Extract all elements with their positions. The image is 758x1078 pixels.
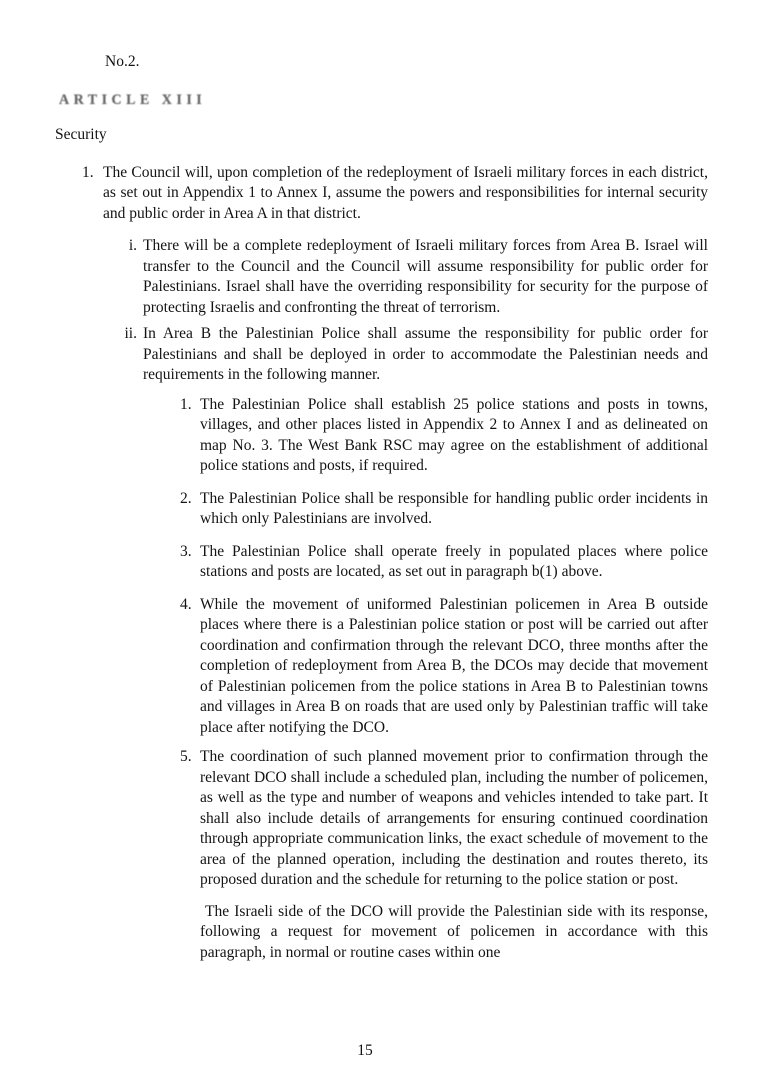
list-marker: 5.: [180, 748, 192, 765]
sub-list-item-2: [180, 489, 708, 530]
list-item-i: [122, 236, 708, 318]
doc-number: No.2.: [105, 53, 140, 70]
article-heading: ARTICLE XIII: [59, 91, 207, 108]
list-marker: 4.: [180, 595, 192, 613]
list-item-ii: [122, 324, 708, 386]
list-marker: 1.: [82, 163, 94, 181]
list-marker: 3.: [180, 542, 192, 560]
paragraph-text: The coordination of such planned movement prior to confirmation through the relevant DCO shall include a scheduled plan, including the number of policemen, as well as the type and number of weapons and vehicles intended to take part. It shall also include details of arrangements for ensuring continued coordination through appropriate communication links, the exact schedule of movement to the area of the planned operation, including the destination and routes thereto, its proposed duration and the schedule for returning to the police station or post.: [200, 748, 708, 888]
list-item-1: [82, 163, 708, 225]
paragraph-text: The Council will, upon completion of the redeployment of Israeli military forces in each district, as set out in Appendix 1 to Annex I, assume the powers and responsibilities for internal security and public order in Area A in that district.: [103, 163, 708, 222]
list-marker: 1.: [180, 395, 192, 413]
continuation-paragraph: The Israeli side of the DCO will provide the Palestinian side with its response, following a request for movement of policemen in accordance with this paragraph, in normal or routine cases within one: [200, 902, 708, 961]
paragraph-text: While the movement of uniformed Palestinian policemen in Area B outside places where there is a Palestinian police station or post will be carried out after coordination and confirmation through the relevant DCO, three months after the completion of redeployment from Area B, the DCOs may decide that movement of Palestinian policemen from the police stations in Area B to Palestinian towns and villages in Area B on roads that are used only by Palestinian traffic will take place after notifying the DCO.: [200, 595, 708, 736]
paragraph-text: The Palestinian Police shall establish 25 police stations and posts in towns, villages, and other places listed in Appendix 2 to Annex I and as delineated on map No. 3. The West Bank RSC may agree on the establishment of additional police stations and posts, if required.: [200, 395, 708, 474]
paragraph-text: In Area B the Palestinian Police shall assume the responsibility for public order for Palestinians and shall be deployed in order to accommodate the Palestinian needs and requirements in the following manner.: [143, 325, 708, 383]
list-marker: ii.: [124, 325, 137, 342]
sub-list-item-4: [180, 595, 708, 739]
section-title: Security: [55, 126, 107, 143]
page-number: 15: [357, 1042, 373, 1059]
list-marker: 2.: [180, 489, 192, 507]
sub-list-item-3: [180, 542, 708, 583]
paragraph-text: The Palestinian Police shall operate freely in populated places where police stations and posts are located, as set out in paragraph b(1) above.: [200, 542, 708, 580]
paragraph-text: There will be a complete redeployment of Israeli military forces from Area B. Israel will transfer to the Council and the Council will assume responsibility for public order for Palestinians. Israel shall have the overriding responsibility for security for the purpose of protecting Israelis and confronting the threat of terrorism.: [143, 237, 708, 316]
list-marker: i.: [128, 237, 137, 254]
sub-list-item-5: [180, 747, 708, 891]
sub-list-item-1: [180, 395, 708, 477]
paragraph-text: The Palestinian Police shall be responsible for handling public order incidents in which only Palestinians are involved.: [200, 489, 708, 527]
